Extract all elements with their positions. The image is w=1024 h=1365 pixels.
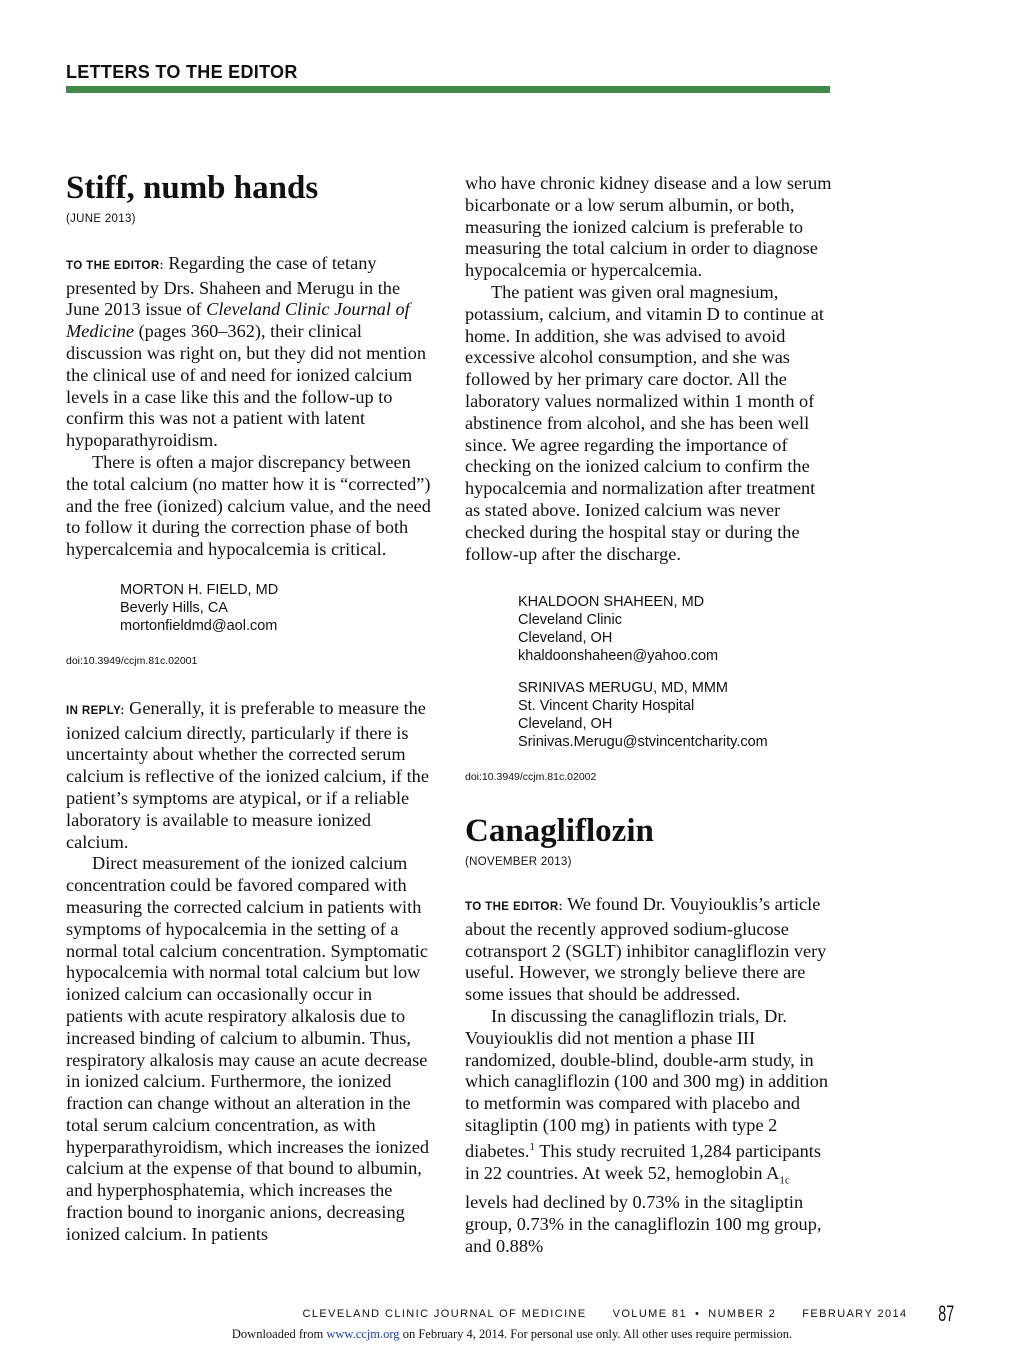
footer-date: FEBRUARY 2014 (802, 1308, 908, 1320)
reference-marker: 1 (529, 1140, 535, 1153)
ccjm-link[interactable]: www.ccjm.org (326, 1327, 400, 1341)
footer-number: NUMBER 2 (708, 1308, 777, 1320)
page-number: 87 (937, 1301, 954, 1326)
article-title-stiff-numb-hands: Stiff, numb hands (66, 170, 319, 206)
letter1-text-b: (pages 360–362), their clinical discussion was right on, but they did not mention the clinical use of and need for ionized calcium levels in a case like this and the follow-up to confirm this was not a patient with latent hypoparathyroidism. (66, 321, 427, 451)
reply-paragraph-1 (66, 698, 432, 854)
author-name: MORTON H. FIELD, MD (120, 581, 279, 598)
journal-name: Cleveland Clinic Journal of Medicine (66, 299, 410, 342)
reply-paragraph-2: Direct measurement of the ionized calcium concentration could be favored compared with measuring the corrected calcium in patients with symptoms of hypocalcemia in the setting of a normal total calcium concentration. Symptomatic hypocalcemia with normal total calcium but low ionized calcium can occasionally occur in patients with acute respiratory alkalosis due to increased binding of calcium to albumin. Thus, respiratory alkalosis may cause an acute decrease in ionized calcium. Furthermore, the ionized fraction can change without an alteration in the total serum calcium concentration, as with hyperparathyroidism, which increases the ionized calcium at the expense of that bound to albumin, and hyperphosphatemia, which increases the fraction bound to inorganic anions, decreasing ionized calcium. In patients (66, 853, 429, 1244)
page-footer (303, 1301, 958, 1327)
author-affiliation: St. Vincent Charity Hospital (518, 698, 695, 715)
section-rule (66, 86, 830, 93)
author-email: khaldoonshaheen@yahoo.com (518, 648, 719, 665)
section-label: LETTERS TO THE EDITOR (66, 62, 298, 82)
letter2-paragraph-2 (465, 1006, 835, 1258)
letter1-signature (66, 581, 432, 635)
download-suffix: on February 4, 2014. For personal use only. All other uses require permission. (399, 1327, 793, 1341)
lead-in-in-reply: IN REPLY: (66, 704, 125, 717)
letter2-text-c: levels had declined by 0.73% in the sitagliptin group, 0.73% in the canagliflozin 100 mg group, and 0.88% (465, 1192, 822, 1256)
reply-signature-1 (465, 593, 835, 665)
letter1-paragraph-1 (66, 253, 432, 452)
subscript-1c: 1c (779, 1174, 790, 1187)
article-date: (NOVEMBER 2013) (465, 856, 572, 869)
author-affiliation: Cleveland Clinic (518, 612, 622, 629)
doi-letter1: doi:10.3949/ccjm.81c.02001 (66, 654, 198, 667)
author-email: mortonfieldmd@aol.com (120, 617, 278, 634)
author-email: Srinivas.Merugu@stvincentcharity.com (518, 734, 768, 751)
article-title-canagliflozin: Canagliflozin (465, 813, 654, 850)
reply-paragraph-2-continued: who have chronic kidney disease and a low serum bicarbonate or a low serum albumin, or both, measuring the ionized calcium is preferable to measuring the total calcium in order to diagnose hypocalcemia or hypercalcemia. (465, 173, 832, 281)
author-location: Cleveland, OH (518, 630, 613, 647)
footer-volume: VOLUME 81 (612, 1308, 687, 1320)
letter1-text-a: Regarding the case of tetany presented by Drs. Shaheen and Merugu in the June 2013 issue of (66, 252, 401, 320)
footer-journal: CLEVELAND CLINIC JOURNAL OF MEDICINE (302, 1308, 587, 1320)
download-notice (0, 1327, 1024, 1342)
lead-in-to-the-editor: TO THE EDITOR: (66, 259, 164, 272)
letter2-text-b: This study recruited 1,284 participants in 22 countries. At week 52, hemoglobin A (465, 1140, 821, 1183)
article-date: (JUNE 2013) (66, 213, 136, 225)
right-column (465, 173, 835, 1257)
author-location: Cleveland, OH (518, 716, 613, 733)
footer-bullet: • (694, 1308, 701, 1320)
lead-in-to-the-editor: TO THE EDITOR: (465, 900, 563, 913)
reply-paragraph-3: The patient was given oral magnesium, potassium, calcium, and vitamin D to continue at home. In addition, she was advised to avoid excessive alcohol consumption, and she was followed by her primary care doctor. All the laboratory values normalized within 1 month of abstinence from alcohol, and she has been well since. We agree regarding the importance of checking on the ionized calcium to confirm the hypocalcemia and normalization after treatment as stated above. Ionized calcium was never checked during the hospital stay or during the follow-up after the discharge. (465, 281, 824, 564)
letter2-paragraph-1 (465, 894, 835, 1006)
letter2-text-1: We found Dr. Vouyiouklis’s article about the recently approved sodium-glucose cotransport 2 (SGLT) inhibitor canagliflozin very useful. However, we strongly believe there are some issues that should be addressed. (465, 893, 827, 1005)
left-column (66, 170, 432, 1246)
download-prefix: Downloaded from (231, 1327, 327, 1341)
letter1-paragraph-2: There is often a major discrepancy between the total calcium (no matter how it is “corrected”) and the free (ionized) calcium value, and the need to follow it during the correction phase of both hypercalcemia and hypocalcemia is critical. (66, 451, 431, 560)
reply-text-1: Generally, it is preferable to measure the ionized calcium directly, particularly if there is uncertainty about whether the corrected serum calcium is reflective of the ionized calcium, if the patient’s symptoms are atypical, or if a reliable laboratory is available to measure ionized calcium. (66, 697, 429, 852)
reply-signature-2 (465, 679, 835, 751)
author-name: KHALDOON SHAHEEN, MD (518, 594, 705, 611)
doi-reply: doi:10.3949/ccjm.81c.02002 (465, 771, 597, 784)
author-name: SRINIVAS MERUGU, MD, MMM (518, 680, 728, 697)
letter2-text-a: In discussing the canagliflozin trials, Dr. Vouyiouklis did not mention a phase III randomized, double-blind, double-arm study, in which canagliflozin (100 and 300 mg) in addition to metformin was compared with placebo and sitagliptin (100 mg) in patients with type 2 diabetes. (465, 1005, 829, 1161)
author-location: Beverly Hills, CA (120, 599, 228, 616)
